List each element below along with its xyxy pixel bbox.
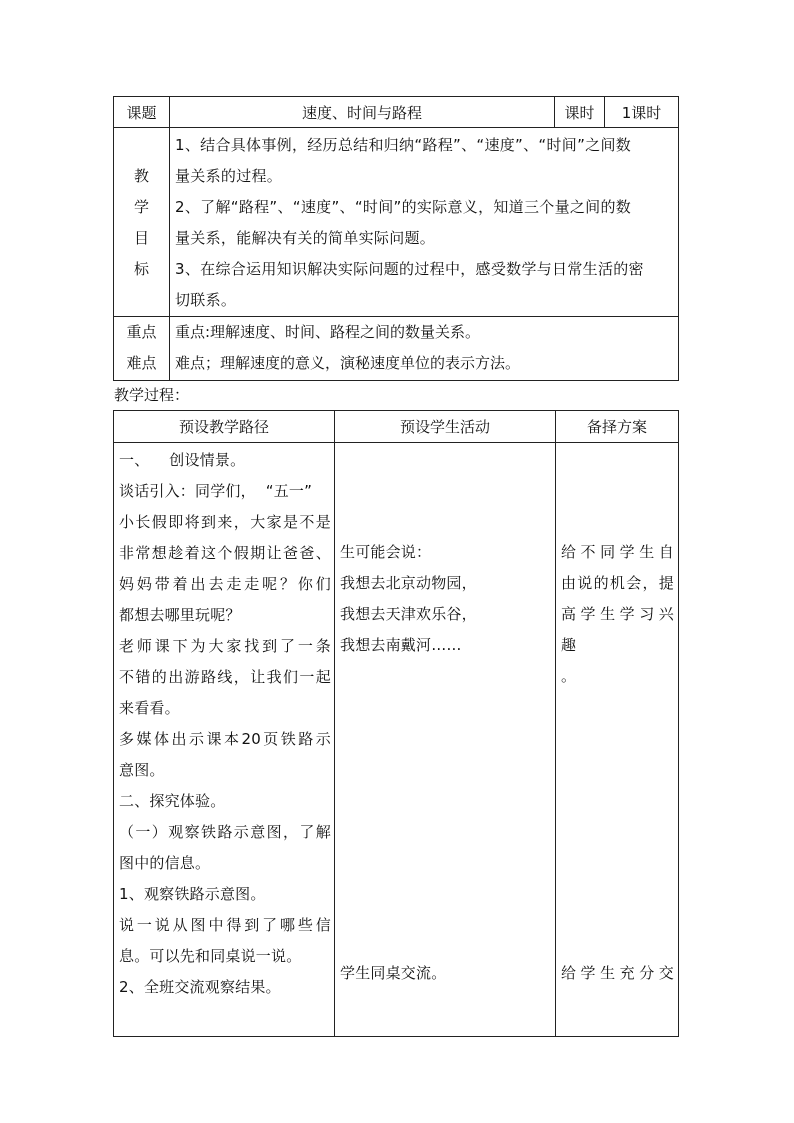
path-line: 意图。	[119, 761, 165, 779]
process-heading: 教学过程：	[114, 386, 190, 404]
path-line: 来看看。	[119, 699, 180, 717]
goal-line: 量关系的过程。	[175, 167, 283, 185]
goal-line: 2、了解“路程”、“速度”、“时间”的实际意义，知道三个量之间的数	[175, 198, 632, 216]
topic-row	[114, 97, 679, 128]
alt-line: 给学生充分交	[561, 964, 674, 982]
spacer	[340, 661, 552, 958]
path-line: 妈妈带着出去走走呢？你们	[119, 575, 331, 593]
header-student-activity: 预设学生活动	[335, 411, 556, 443]
alternative-plan-cell	[556, 443, 679, 1037]
goals-label: 教 学 目 标	[114, 128, 170, 317]
goal-line: 切联系。	[175, 291, 237, 309]
path-line: 都想去哪里玩呢？	[119, 606, 241, 624]
key-points-content	[170, 317, 679, 381]
path-line: 息。可以先和同桌说一说。	[119, 947, 302, 965]
key-point-line: 重点:理解速度、时间、路程之间的数量关系。	[175, 323, 481, 341]
goals-content	[170, 128, 679, 317]
path-line: 1、观察铁路示意图。	[119, 885, 266, 903]
path-line: 多媒体出示课本20页铁路示	[119, 730, 331, 748]
teaching-path-cell	[114, 443, 335, 1037]
path-line: 不错的出游路线，让我们一起	[119, 668, 331, 686]
topic-label: 课题	[114, 97, 170, 128]
student-activity-cell	[335, 443, 556, 1037]
student-line: 我想去南戴河……	[340, 636, 462, 654]
key-points-row	[114, 317, 679, 381]
path-line: 小长假即将到来，大家是不是	[119, 513, 331, 531]
path-line: 老师课下为大家找到了一条	[119, 637, 331, 655]
path-line: 一、 创设情景。	[119, 451, 246, 469]
alt-line: 趣	[561, 636, 577, 654]
key-points-label: 重点 难点	[114, 317, 170, 381]
student-line: 学生同桌交流。	[340, 964, 447, 982]
alt-line: 。	[561, 667, 577, 685]
student-line: 我想去北京动物园，	[340, 574, 477, 592]
goals-row	[114, 128, 679, 317]
lesson-info-table	[113, 96, 679, 381]
alt-line: 高学生学习兴	[561, 605, 674, 623]
path-line: 谈话引入：同学们， “五一”	[119, 482, 313, 500]
path-line: 二、探究体验。	[119, 792, 226, 810]
goal-line: 3、在综合运用知识解决实际问题的过程中，感受数学与日常生活的密	[175, 260, 644, 278]
teaching-process-table	[113, 410, 679, 1037]
alt-line: 由说的机会，提	[561, 574, 674, 592]
path-line: 2、全班交流观察结果。	[119, 978, 281, 996]
path-line: 说一说从图中得到了哪些信	[119, 916, 331, 934]
goal-line: 量关系，能解决有关的简单实际问题。	[175, 229, 436, 247]
student-line: 我想去天津欢乐谷，	[340, 605, 477, 623]
period-value: 1课时	[605, 97, 679, 128]
difficulty-line: 难点；理解速度的意义，演秘速度单位的表示方法。	[175, 354, 521, 372]
header-alternative-plan: 备择方案	[556, 411, 679, 443]
path-line: 非常想趁着这个假期让爸爸、	[119, 544, 331, 562]
student-line: 生可能会说：	[340, 543, 432, 561]
path-line: 图中的信息。	[119, 854, 211, 872]
process-header-row	[114, 411, 679, 443]
alt-line: 给不同学生自	[561, 543, 674, 561]
topic-value: 速度、时间与路程	[170, 97, 555, 128]
header-teaching-path: 预设教学路径	[114, 411, 335, 443]
path-line: （一）观察铁路示意图，了解	[119, 823, 331, 841]
goal-line: 1、结合具体事例，经历总结和归纳“路程”、“速度”、“时间”之间数	[175, 136, 632, 154]
spacer	[561, 692, 674, 958]
process-body-row	[114, 443, 679, 1037]
period-label: 课时	[555, 97, 605, 128]
